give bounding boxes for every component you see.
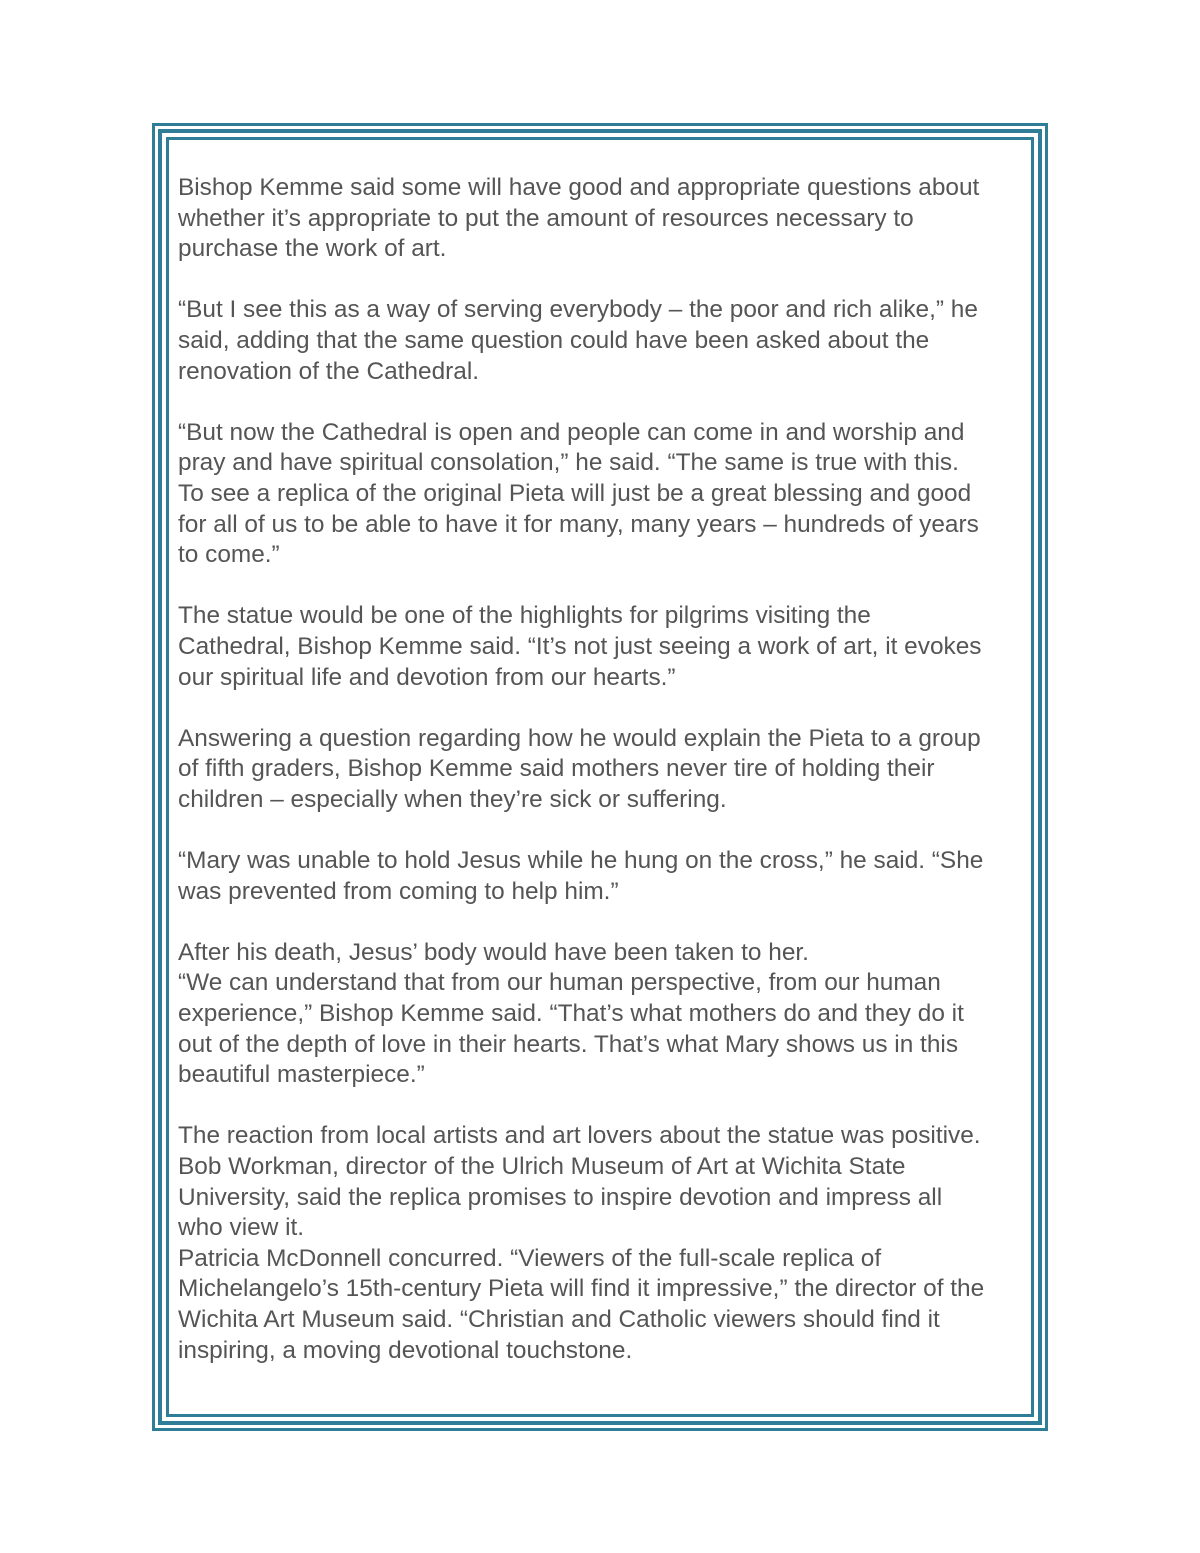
paragraph-reaction-positive: The reaction from local artists and art lovers about the statue was positive. [178, 1122, 981, 1150]
paragraph-resources-question: Bishop Kemme said some will have good and appropriate questions about whether it’s appropriate to put the amount of resources necessary to purchase the work of art. [178, 174, 980, 263]
article-body [178, 173, 1028, 1366]
paragraph-bob-workman: Bob Workman, director of the Ulrich Museum of Art at Wichita State University, said the replica promises to inspire devotion and impress all who view it. [178, 1153, 943, 1242]
paragraph-fifth-graders: Answering a question regarding how he would explain the Pieta to a group of fifth graders, Bishop Kemme said mothers never tire of holding their children – especially when they’re sick or suffering. [178, 724, 981, 813]
paragraph-after-death: After his death, Jesus’ body would have been taken to her. [178, 938, 809, 966]
paragraph-cathedral-open: “But now the Cathedral is open and people can come in and worship and pray and have spiritual consolation,” he said. “The same is true with this. To see a replica of the original Pieta will just be a great blessing and good for all of us to be able to have it for many, many years – hundreds of years to come.” [178, 418, 979, 569]
paragraph-serving-everybody: “But I see this as a way of serving everybody – the poor and rich alike,” he said, adding that the same question could have been asked about the renovation of the Cathedral. [178, 296, 978, 385]
paragraph-patricia-mcdonnell: Patricia McDonnell concurred. “Viewers of the full-scale replica of Michelangelo’s 15th-century Pieta will find it impressive,” the director of the Wichita Art Museum said. “Christian and Catholic viewers should find it inspiring, a moving devotional touchstone. [178, 1244, 985, 1364]
paragraph-mary-unable: “Mary was unable to hold Jesus while he hung on the cross,” he said. “She was prevented from coming to help him.” [178, 847, 984, 905]
paragraph-human-perspective: “We can understand that from our human perspective, from our human experience,” Bishop Kemme said. “That’s what mothers do and they do it out of the depth of love in their hearts. That’s what Mary shows us in this beautiful masterpiece.” [178, 969, 964, 1089]
paragraph-pilgrims-highlight: The statue would be one of the highlights for pilgrims visiting the Cathedral, Bishop Kemme said. “It’s not just seeing a work of art, it evokes our spiritual life and devotion from our hearts.” [178, 602, 982, 691]
